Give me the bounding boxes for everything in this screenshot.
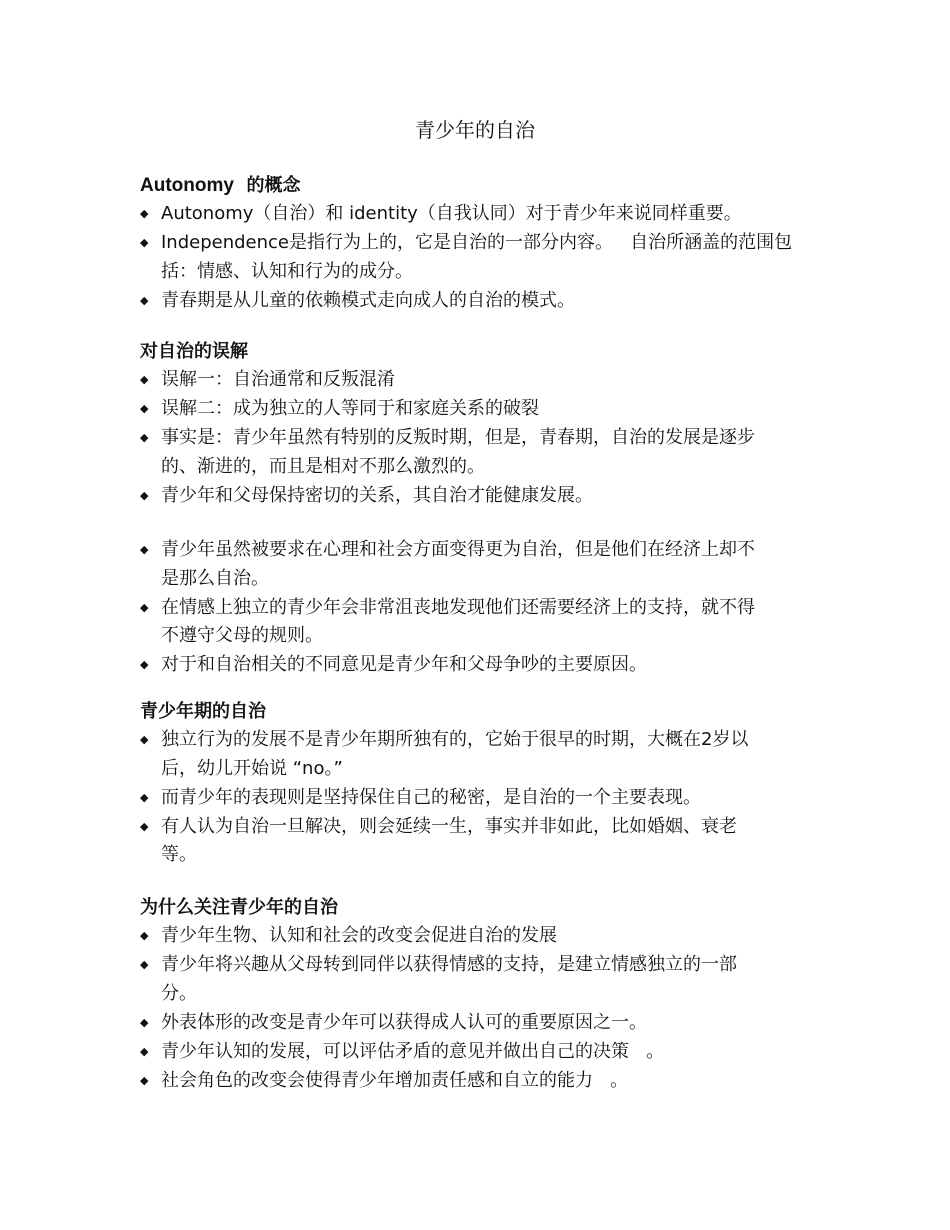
list-item-text: 青少年认知的发展，可以评估矛盾的意见并做出自己的决策 。 xyxy=(161,1040,665,1062)
list-item-text: Autonomy（自治）和 identity（自我认同）对于青少年来说同样重要。 xyxy=(161,203,742,224)
list-item xyxy=(140,482,820,511)
diamond-bullet-icon: ◆ xyxy=(140,1044,149,1058)
section-heading: 对自治的误解 xyxy=(140,341,248,362)
list-item xyxy=(140,922,820,951)
list-item-text: 误解一：自治通常和反叛混淆 xyxy=(161,369,395,390)
list-item xyxy=(140,200,820,229)
list-item-text: 青春期是从儿童的依赖模式走向成人的自治的模式。 xyxy=(161,289,575,311)
section-heading: 青少年期的自治 xyxy=(140,701,266,722)
section-heading-zh: 的概念 xyxy=(233,175,301,196)
list-item-text: 青少年虽然被要求在心理和社会方面变得更为自治，但是他们在经济上却不是那么自治。 xyxy=(161,539,755,589)
list-item-text: 在情感上独立的青少年会非常沮丧地发现他们还需要经济上的支持，就不得不遵守父母的规则。 xyxy=(161,596,755,646)
section-autonomy-concept xyxy=(140,172,820,315)
list-item-text: 青少年和父母保持密切的关系，其自治才能健康发展。 xyxy=(161,484,593,506)
bullet-list xyxy=(140,922,820,1095)
diamond-bullet-icon: ◆ xyxy=(140,733,149,746)
bullet-list xyxy=(140,366,820,680)
list-item xyxy=(140,726,820,783)
diamond-bullet-icon: ◆ xyxy=(140,1015,149,1029)
list-item-text: 误解二：成为独立的人等同于和家庭关系的破裂 xyxy=(161,398,539,419)
list-item xyxy=(140,1067,820,1096)
list-item xyxy=(140,594,820,651)
bullet-list xyxy=(140,200,820,315)
diamond-bullet-icon: ◆ xyxy=(140,207,149,220)
list-item xyxy=(140,1009,820,1038)
section-why-focus xyxy=(140,894,820,1095)
list-item-text: 而青少年的表现则是坚持保住自己的秘密，是自治的一个主要表现。 xyxy=(161,786,701,808)
diamond-bullet-icon: ◆ xyxy=(140,488,149,502)
diamond-bullet-icon: ◆ xyxy=(140,373,149,386)
section-misunderstanding xyxy=(140,338,820,680)
list-item xyxy=(140,536,820,593)
diamond-bullet-icon: ◆ xyxy=(140,658,149,671)
section-adolescent-autonomy xyxy=(140,698,820,870)
list-item-text: 事实是：青少年虽然有特别的反叛时期，但是，青春期，自治的发展是逐步的、渐进的，而且是相对不那么激烈的。 xyxy=(161,427,755,477)
list-item xyxy=(140,951,820,1008)
diamond-bullet-icon: ◆ xyxy=(140,1073,149,1087)
list-item-text: 青少年生物、认知和社会的改变会促进自治的发展 xyxy=(161,925,557,946)
list-item-text: 社会角色的改变会使得青少年增加责任感和自立的能力 。 xyxy=(161,1069,629,1091)
diamond-bullet-icon: ◆ xyxy=(140,819,149,833)
list-item xyxy=(140,424,820,481)
diamond-bullet-icon: ◆ xyxy=(140,236,149,249)
list-item xyxy=(140,395,820,424)
section-heading-en: Autonomy xyxy=(140,175,234,196)
diamond-bullet-icon: ◆ xyxy=(140,600,149,614)
list-item-text: 青少年将兴趣从父母转到同伴以获得情感的支持，是建立情感独立的一部分。 xyxy=(161,954,737,1004)
list-item xyxy=(140,651,820,680)
list-item-text: Independence是指行为上的，它是自治的一部分内容。 自治所涵盖的范围包括：情感、认知和行为的成分。 xyxy=(161,232,793,282)
list-item-text: 外表体形的改变是青少年可以获得成人认可的重要原因之一。 xyxy=(161,1011,647,1033)
list-item xyxy=(140,813,820,870)
list-item-text: 对于和自治相关的不同意见是青少年和父母争吵的主要原因。 xyxy=(161,654,647,675)
section-heading xyxy=(140,172,820,200)
diamond-bullet-icon: ◆ xyxy=(140,790,149,804)
list-item xyxy=(140,784,820,813)
diamond-bullet-icon: ◆ xyxy=(140,293,149,307)
diamond-bullet-icon: ◆ xyxy=(140,543,149,556)
diamond-bullet-icon: ◆ xyxy=(140,929,149,942)
diamond-bullet-icon: ◆ xyxy=(140,958,149,971)
list-item-text: 有人认为自治一旦解决，则会延续一生，事实并非如此，比如婚姻、衰老等。 xyxy=(161,815,737,865)
list-item-text: 独立行为的发展不是青少年期所独有的，它始于很早的时期，大概在2岁以后，幼儿开始说 “no。” xyxy=(161,729,749,779)
diamond-bullet-icon: ◆ xyxy=(140,431,149,444)
diamond-bullet-icon: ◆ xyxy=(140,402,149,415)
section-heading: 为什么关注青少年的自治 xyxy=(140,897,338,918)
document-title: 青少年的自治 xyxy=(415,118,535,142)
list-item xyxy=(140,229,820,286)
list-item xyxy=(140,1038,820,1067)
list-item xyxy=(140,366,820,395)
list-item xyxy=(140,287,820,316)
bullet-list xyxy=(140,726,820,870)
